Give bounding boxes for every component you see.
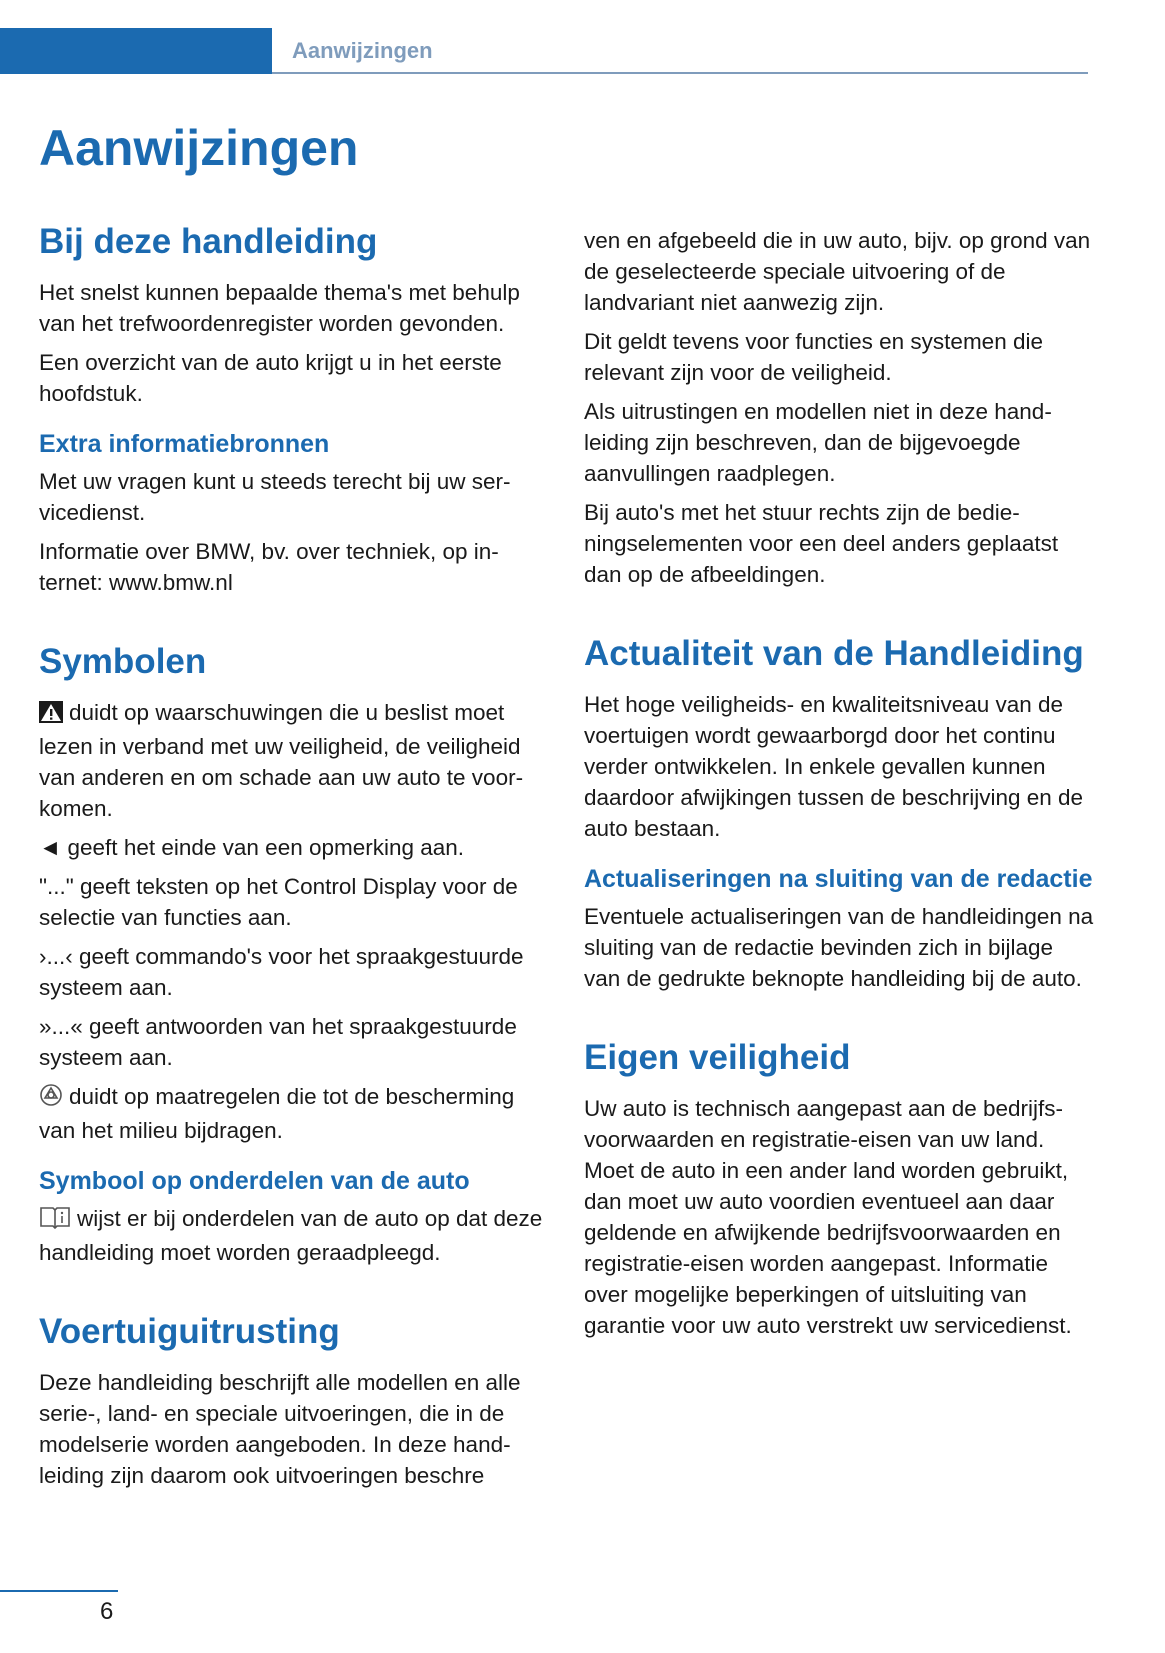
- paragraph: Met uw vragen kunt u steeds terecht bij uw servicedienst.: [39, 469, 511, 525]
- paragraph: Het hoge veiligheids- en kwaliteitsniveau van de voertuigen wordt gewaarborgd door het continu verder ontwikkelen. In enkele gevallen kunnen daardoor afwijkingen tussen de beschrijving en de auto bestaan.: [584, 692, 1084, 841]
- paragraph: Als uitrustingen en modellen niet in deze handleiding zijn beschreven, dan de bijgevoegde aanvullingen raadplegen.: [584, 399, 1052, 486]
- section-heading-actualiteit: Actualiteit van de Handleiding: [584, 634, 1084, 673]
- paragraph-manual-symbol: [39, 1203, 549, 1268]
- subheading-symbool-op-onderdelen: Symbool op onderdelen van de auto: [39, 1167, 470, 1195]
- paragraph: Bij auto's met het stuur rechts zijn de bedieningselementen voor een deel anders geplaatst dan op de afbeeldingen.: [584, 500, 1059, 587]
- warning-triangle-icon: [39, 700, 63, 731]
- section-heading-symbolen: Symbolen: [39, 642, 207, 681]
- paragraph: Deze handleiding beschrijft alle modellen en alle serie-, land- en speciale uitvoeringen, die in de modelserie worden aangeboden. In deze handleiding zijn daarom ook uitvoeringen beschre: [39, 1370, 521, 1488]
- paragraph-text: duidt op waarschuwingen die u beslist moet lezen in verband met uw veiligheid, de veiligheid van anderen en om schade aan uw auto te voorkomen.: [39, 700, 524, 821]
- section-heading-eigen-veiligheid: Eigen veiligheid: [584, 1038, 851, 1077]
- paragraph: Het snelst kunnen bepaalde thema's met behulp van het trefwoordenregister worden gevonden.: [39, 280, 520, 336]
- section-heading-voertuiguitrusting: Voertuiguitrusting: [39, 1312, 340, 1351]
- running-header: Aanwijzingen: [292, 38, 433, 63]
- subheading-actualiseringen: Actualiseringen na sluiting van de redactie: [584, 865, 1093, 893]
- page-title: Aanwijzingen: [39, 120, 359, 176]
- paragraph-text: duidt op maatregelen die tot de bescherming van het milieu bijdragen.: [39, 1084, 515, 1143]
- paragraph: »...« geeft antwoorden van het spraakgestuurde systeem aan.: [39, 1014, 517, 1070]
- footer-rule: [0, 1590, 118, 1592]
- book-info-icon: [39, 1205, 71, 1237]
- paragraph: "..." geeft teksten op het Control Display voor de selectie van functies aan.: [39, 874, 518, 930]
- header-rule: [272, 72, 1088, 74]
- header-color-block: [0, 28, 272, 74]
- paragraph: ven en afgebeeld die in uw auto, bijv. op grond van de geselecteerde speciale uitvoering of de landvariant niet aanwezig zijn.: [584, 228, 1091, 315]
- page-number: 6: [100, 1598, 114, 1625]
- paragraph: ›...‹ geeft commando's voor het spraakgestuurde systeem aan.: [39, 944, 524, 1000]
- environment-recycle-icon: [39, 1083, 63, 1115]
- paragraph-warning: [39, 697, 549, 824]
- paragraph: Dit geldt tevens voor functies en systemen die relevant zijn voor de veiligheid.: [584, 329, 1043, 385]
- paragraph: Een overzicht van de auto krijgt u in het eerste hoofdstuk.: [39, 350, 502, 406]
- paragraph-text: wijst er bij onderdelen van de auto op dat deze handleiding moet worden geraadpleegd.: [39, 1206, 543, 1265]
- paragraph: ◄ geeft het einde van een opmerking aan.: [39, 835, 465, 860]
- paragraph: Eventuele actualiseringen van de handleidingen na sluiting van de redactie bevinden zich in bijlage van de gedrukte beknopte handleiding bij de auto.: [584, 904, 1094, 991]
- paragraph: Uw auto is technisch aangepast aan de bedrijfsvoorwaarden en registratie-eisen van uw land. Moet de auto in een ander land worden gebruikt, dan moet uw auto voordien eventueel aan daar geldende en afwijkende bedrijfsvoorwaarden en registratie-eisen worden aangepast. Informatie over mogelijke beperkingen of uitsluiting van garantie voor uw auto verstrekt uw servicedienst.: [584, 1096, 1072, 1338]
- subheading-extra-informatiebronnen: Extra informatiebronnen: [39, 430, 330, 458]
- paragraph-environment: [39, 1081, 549, 1146]
- paragraph: Informatie over BMW, bv. over techniek, op internet: www.bmw.nl: [39, 539, 499, 595]
- right-column: [584, 225, 1094, 1349]
- section-heading-bij-deze-handleiding: Bij deze handleiding: [39, 222, 378, 261]
- left-column: [39, 222, 549, 1499]
